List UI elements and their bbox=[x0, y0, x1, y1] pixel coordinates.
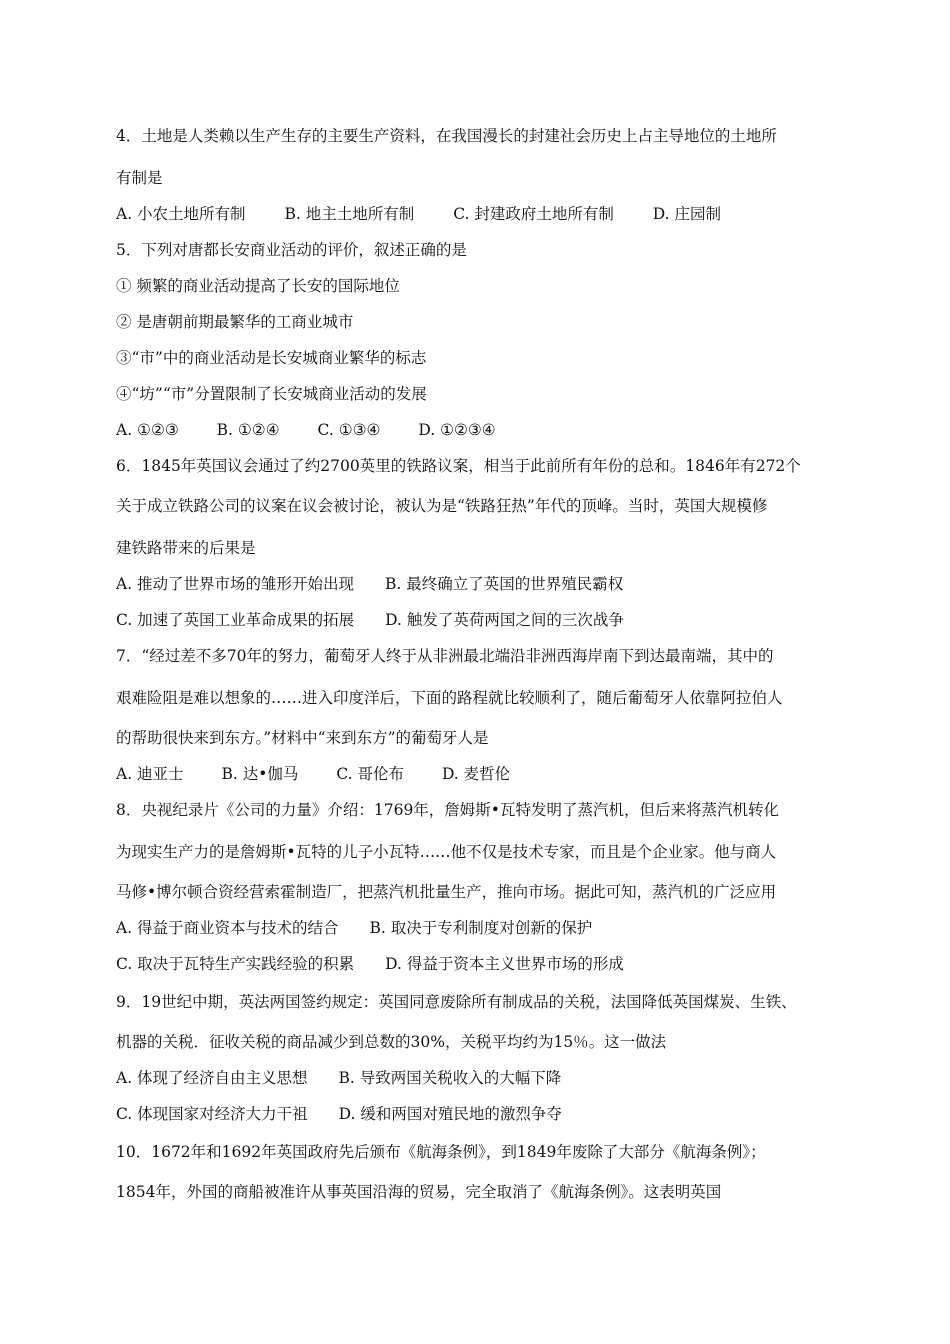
q4-option-c[interactable]: C. 封建政府土地所有制 bbox=[453, 205, 614, 223]
q5-item-2: ② 是唐朝前期最繁华的工商业城市 bbox=[116, 313, 354, 331]
q6-stem-line2: 关于成立铁路公司的议案在议会被讨论，被认为是“铁路狂热”年代的顶峰。当时，英国大规模修 bbox=[116, 497, 768, 515]
q9-option-d[interactable]: D. 缓和两国对殖民地的激烈争夺 bbox=[338, 1105, 562, 1123]
q9-option-b[interactable]: B. 导致两国关税收入的大幅下降 bbox=[338, 1069, 562, 1087]
q8-option-a[interactable]: A. 得益于商业资本与技术的结合 bbox=[116, 919, 339, 937]
q7-stem-line2: 艰难险阻是难以想象的……进入印度洋后，下面的路程就比较顺利了，随后葡萄牙人依靠阿拉伯人 bbox=[116, 689, 783, 707]
q6-option-d[interactable]: D. 触发了英荷两国之间的三次战争 bbox=[385, 611, 624, 629]
q5-item-1: ① 频繁的商业活动提高了长安的国际地位 bbox=[116, 277, 400, 295]
q7-option-a[interactable]: A. 迪亚士 bbox=[116, 765, 184, 783]
q5-option-d[interactable]: D. ①②③④ bbox=[418, 421, 496, 439]
q8-option-c[interactable]: C. 取决于瓦特生产实践经验的积累 bbox=[116, 955, 355, 973]
q8-stem-line1: 8．央视纪录片《公司的力量》介绍：1769年，詹姆斯•瓦特发明了蒸汽机，但后来将蒸汽机转化 bbox=[116, 801, 779, 819]
q6-option-b[interactable]: B. 最终确立了英国的世界殖民霸权 bbox=[385, 575, 624, 593]
q9-stem-line2: 机器的关税．征收关税的商品减少到总数的30%，关税平均约为15％。这一做法 bbox=[116, 1033, 667, 1051]
q5-options bbox=[116, 420, 496, 440]
q5-item-3: ③“市”中的商业活动是长安城商业繁华的标志 bbox=[116, 349, 427, 367]
q5-option-a[interactable]: A. ①②③ bbox=[116, 421, 179, 439]
q6-option-a[interactable]: A. 推动了世界市场的雏形开始出现 bbox=[116, 575, 355, 593]
q8-stem-line2: 为现实生产力的是詹姆斯•瓦特的儿子小瓦特……他不仅是技术专家，而且是个企业家。他与商人 bbox=[116, 843, 777, 861]
q4-option-d[interactable]: D. 庄园制 bbox=[652, 205, 722, 223]
q4-stem-line2: 有制是 bbox=[116, 169, 163, 187]
q6-stem-line3: 建铁路带来的后果是 bbox=[116, 539, 256, 557]
q7-stem-line3: 的帮助很快来到东方。”材料中“来到东方”的葡萄牙人是 bbox=[116, 729, 489, 747]
q10-stem-line1: 10．1672年和1692年英国政府先后颁布《航海条例》，到1849年废除了大部分《航海条例》； bbox=[116, 1143, 766, 1161]
q9-option-a[interactable]: A. 体现了经济自由主义思想 bbox=[116, 1069, 308, 1087]
q4-option-b[interactable]: B. 地主土地所有制 bbox=[284, 205, 415, 223]
q4-options bbox=[116, 204, 721, 224]
q9-options-row1 bbox=[116, 1068, 561, 1088]
q7-options bbox=[116, 764, 510, 784]
q5-option-b[interactable]: B. ①②④ bbox=[216, 421, 280, 439]
q6-stem-line1: 6．1845年英国议会通过了约2700英里的铁路议案，相当于此前所有年份的总和。1846年有272个 bbox=[116, 457, 801, 475]
q4-option-a[interactable]: A. 小农土地所有制 bbox=[116, 205, 246, 223]
q6-options-row2 bbox=[116, 610, 624, 630]
q4-stem-line1: 4．土地是人类赖以生产生存的主要生产资料，在我国漫长的封建社会历史上占主导地位的土地所 bbox=[116, 127, 777, 145]
q5-option-c[interactable]: C. ①③④ bbox=[317, 421, 381, 439]
q5-item-4: ④“坊”“市”分置限制了长安城商业活动的发展 bbox=[116, 385, 427, 403]
q7-option-c[interactable]: C. 哥伦布 bbox=[336, 765, 404, 783]
q9-option-c[interactable]: C. 体现国家对经济大力干祖 bbox=[116, 1105, 308, 1123]
q8-option-b[interactable]: B. 取决于专利制度对创新的保护 bbox=[369, 919, 593, 937]
q8-options-row1 bbox=[116, 918, 592, 938]
q6-options-row1 bbox=[116, 574, 623, 594]
q7-option-b[interactable]: B. 达•伽马 bbox=[221, 765, 299, 783]
q8-option-d[interactable]: D. 得益于资本主义世界市场的形成 bbox=[385, 955, 624, 973]
q7-stem-line1: 7．“经过差不多70年的努力，葡萄牙人终于从非洲最北端沿非洲西海岸南下到达最南端，其中的 bbox=[116, 647, 774, 665]
q9-stem-line1: 9．19世纪中期，英法两国签约规定：英国同意废除所有制成品的关税，法国降低英国煤炭、生铁、 bbox=[116, 993, 797, 1011]
q10-stem-line2: 1854年，外国的商船被准许从事英国沿海的贸易，完全取消了《航海条例》。这表明英国 bbox=[116, 1183, 722, 1201]
q7-option-d[interactable]: D. 麦哲伦 bbox=[441, 765, 511, 783]
q8-options-row2 bbox=[116, 954, 624, 974]
q8-stem-line3: 马修•博尔顿合资经营索霍制造厂，把蒸汽机批量生产，推向市场。据此可知，蒸汽机的广泛应用 bbox=[116, 883, 777, 901]
q5-stem: 5．下列对唐都长安商业活动的评价，叙述正确的是 bbox=[116, 241, 467, 259]
q6-option-c[interactable]: C. 加速了英国工业革命成果的拓展 bbox=[116, 611, 355, 629]
q9-options-row2 bbox=[116, 1104, 562, 1124]
